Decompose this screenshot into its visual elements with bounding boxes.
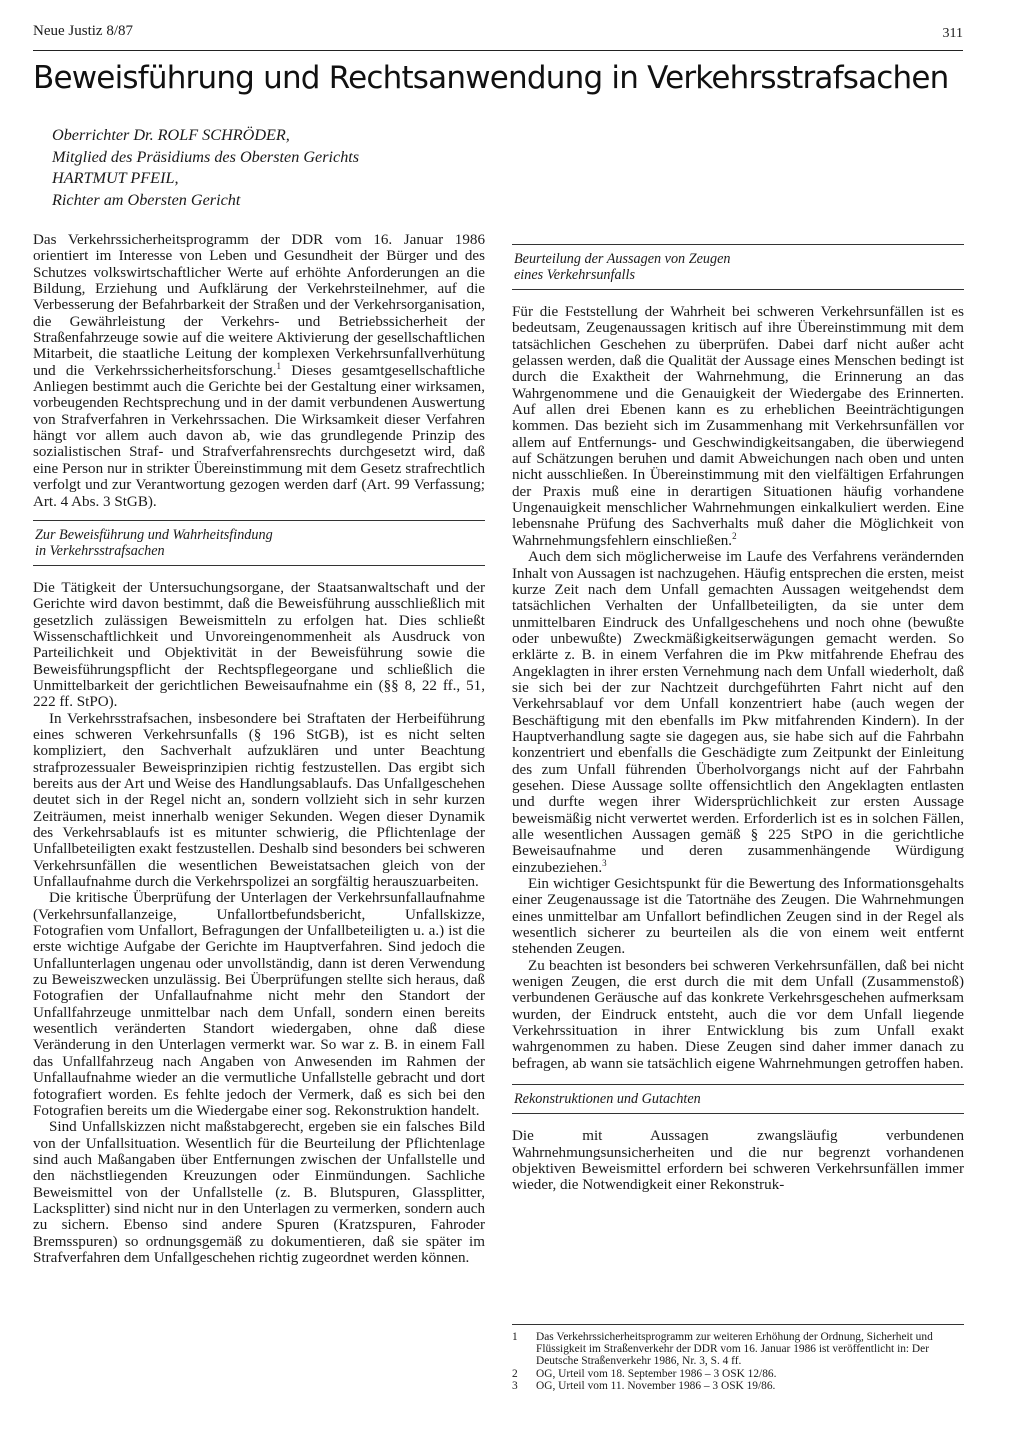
intro-paragraph: Das Verkehrssicherheitsprogramm der DDR vom 16. Januar 1986 orientiert im Interesse von Leben und Gesundheit der Bürger und des Schutzes volkswirtschaftlicher Werte auf erhöhte Anforderungen an die Bildung, Erziehung und Aufklärung der Verkehrsteilnehmer, auf die Verbesserung der Befahrbarkeit der Straßen und der Verkehrsorganisation, die Gewährleistung der Verkehrs- und Betriebssicherheit der Straßenfahrzeuge sowie auf die weitere Aktivierung der gesellschaftlichen Mitarbeit, die staatliche Leitung der komplexen Verkehrsunfallverhütung und die Verkehrssicherheitsforschung.$^1$ Dieses gesamtgesellschaftliche Anliegen bestimmt auch die Gerichte bei der Gestaltung einer wirksamen, vorbeugenden Rechtsprechung und in der damit verbundenen Auswertung von Strafverfahren in Verkehrssachen. Die Wirksamkeit dieser Verfahren hängt vor allem auch davon ab, wie das grundlegende Prinzip des sozialistischen Straf- und Strafverfahrensrechts durchgesetzt wird, daß eine Person nur in strikter Übereinstimmung mit dem Gesetz strafrechtlich verfolgt und zur Verantwortung gezogen werden darf (Art. 99 Verfassung; Art. 4 Abs. 3 StGB). [33,232,485,510]
footnote-3: 3 OG, Urteil vom 11. November 1986 – 3 OSK 19/86. [512,1379,776,1392]
article-title: Beweisführung und Rechtsanwendung in Verkehrsstrafsachen [33,60,949,96]
paragraph: Die mit Aussagen zwangsläufig verbundenen Wahrnehmungsunsicherheiten und die nur begrenzt vorhandenen objektiven Beweismittel erfordern bei schweren Verkehrsunfällen immer wieder, die Notwendigkeit einer Rekonstruk- [512,1128,964,1194]
paragraph: Die Tätigkeit der Untersuchungsorgane, der Staatsanwaltschaft und der Gerichte wird davon bestimmt, daß die Beweisführung ausschließlich mit gesetzlich zulässigen Beweismitteln zu erfolgen hat. Dies schließt Wissenschaftlichkeit und Unvoreingenommenheit als Ausdruck von Parteilichkeit und Objektivität in der Beweisführung sowie die Beweisführungspflicht der Rechtspflegeorgane und schließlich die Unmittelbarkeit der gerichtlichen Beweisaufnahme ein (§§ 8, 22 ff., 51, 222 ff. StPO). [33,579,485,711]
paragraph: Auch dem sich möglicherweise im Laufe des Verfahrens verändernden Inhalt von Aussagen ist nachzugehen. Häufig entsprechen die ersten, meist kurze Zeit nach dem Unfall gemachten Aussagen weitgehendst dem tatsächlichen Verhalten der Unfallbeteiligten, da sie unter dem unmittelbaren Eindruck des Unfallgeschehens und noch ohne (bewußte oder unbewußte) Zweckmäßigkeitserwägungen gemacht werden. So erklärte z. B. in einem Verfahren die im Pkw mitfahrende Ehefrau des Angeklagten in ihrer ersten Vernehmung nach dem Unfall wiederholt, daß sie sich bei der zur Nachtzeit durchgeführten Fahrt nicht auf den Verkehrsablauf vor dem Unfall konzentriert habe (auch wegen der Beschäftigung mit den ebenfalls im Pkw mitfahrenden Kindern). In der Hauptverhandlung sagte sie dagegen aus, sie habe sich auf die Fahrbahn konzentriert und ebenfalls die Geschädigte zum Zeitpunkt der Einleitung des zum Unfall führenden Überholvorgangs nicht auf der Fahrbahn gesehen. Diese Aussage sollte offensichtlich den Angeklagten entlasten und durfte wegen ihrer Widersprüchlichkeit zur ersten Aussage beweismäßig nicht verwertet werden. Erforderlich ist es in solchen Fällen, alle wesentlichen Aussagen gemäß § 225 StPO in die gerichtliche Beweisaufnahme und deren zusammenhängende Würdigung einzubeziehen.$^3$ [512,549,964,876]
paragraph: Für die Feststellung der Wahrheit bei schweren Verkehrsunfällen ist es bedeutsam, Zeugenaussagen kritisch auf ihre Übereinstimmung mit dem tatsächlichen Geschehen zu überprüfen. Dabei darf nicht außer acht gelassen werden, daß die Qualität der Aussage eines Menschen bedingt ist durch die Exaktheit der Wahrnehmung, die Erinnerung an das Wahrgenommene und die Genauigkeit der Wiedergabe des Erinnerten. Auf allen drei Ebenen kann es zu erheblichen Beeinträchtigungen kommen. Das bezieht sich im Zusammenhang mit Verkehrsunfällen vor allem auf Entfernungs- und Geschwindigkeitsangaben, die überwiegend auf Schätzungen beruhen und damit Abweichungen nach oben und unten nicht ausschließen. In Übereinstimmung mit den vielfältigen Erfahrungen der Praxis muß eine in derartigen Situationen häufig vorhandene Ungenauigkeit menschlicher Wahrnehmungen einkalkuliert werden. Eine lebensnahe Prüfung des Sachverhalts muß daher die Möglichkeit von Wahrnehmungsfehlern einschließen.$^2$ [512,304,964,549]
author-2-name: HARTMUT PFEIL, [52,169,179,187]
author-1-name: Oberrichter Dr. ROLF SCHRÖDER, [52,126,290,144]
left-column [33,232,485,1266]
author-1-role: Mitglied des Präsidiums des Obersten Gerichts [52,147,360,166]
paragraph: Zu beachten ist besonders bei schweren Verkehrsunfällen, daß bei nicht wenigen Zeugen, die erst durch die mit dem Unfall (Zusammenstoß) verbundenen Geräusche auf das konkrete Verkehrsgeschehen aufmerksam wurden, der Eindruck entsteht, auch die vor dem Unfall liegende Verkehrssituation in ihrer Entwicklung bis zum Unfall exakt wahrgenommen zu haben. Diese Zeugen sind daher immer danach zu befragen, ab wann sie tatsächlich eigene Wahrnehmungen getroffen haben. [512,957,964,1072]
footnote-1: 1 Das Verkehrssicherheitsprogramm zur weiteren Erhöhung der Ordnung, Sicherheit und Flüssigkeit im Straßenverkehr der DDR vom 16. Januar 1986 ist veröffentlicht in: Der Deutsche Straßenverkehr 1986, Nr. 3, S. 4 ff. [512,1331,933,1368]
author-block [52,125,359,211]
footnote-2: 2 OG, Urteil vom 18. September 1986 – 3 OSK 12/86. [512,1367,777,1380]
page-header [33,20,963,51]
section-heading-witnesses: Beurteilung der Aussagen von Zeugen eines Verkehrsunfalls [512,244,964,290]
footnote-ref-3[interactable]: 3 [602,857,607,868]
journal-issue: Neue Justiz 8/87 [33,23,133,39]
section-heading-evidence: Zur Beweisführung und Wahrheitsfindung in Verkehrsstrafsachen [33,520,485,566]
footnotes [512,1324,964,1392]
paragraph: Die kritische Überprüfung der Unterlagen der Verkehrsunfallaufnahme (Verkehrsunfallanzeige, Unfallortbefundsbericht, Unfallskizze, Fotografien vom Unfallort, Befragungen der Unfallbeteiligten u. a.) ist die erste wichtige Aufgabe der Gerichte im Hauptverfahren. Sind jedoch die Unfallunterlagen ungenau oder unvollständig, dann ist deren Verwendung zu Beweiszwecken unzulässig. Bei Überprüfungen stellte sich heraus, daß Fotografien der Unfallaufnahme nicht mehr den Standort der Unfallfahrzeuge unmittelbar nach dem Unfall, sondern einen bereits wesentlich veränderten Standort wiedergaben, ohne daß diese Veränderung in den Unterlagen vermerkt war. So war z. B. in einem Fall das Unfallfahrzeug nach Angaben von Anwesenden im Rahmen der Unfallaufnahme wieder an die vermutliche Unfallstelle gebracht und dort fotografiert worden. Es fehlte jedoch der Vermerk, daß es sich bei den Fotografien bereits um die Wiedergabe einer sog. Rekonstruktion handelt. [33,890,485,1119]
footnote-ref-1[interactable]: 1 [276,360,282,371]
page-number: 311 [942,26,963,41]
footnote-ref-2[interactable]: 2 [732,530,737,541]
author-2-role: Richter am Obersten Gericht [52,190,241,209]
right-column [512,232,964,1194]
section-heading-reconstructions: Rekonstruktionen und Gutachten [512,1084,964,1114]
paragraph: Ein wichtiger Gesichtspunkt für die Bewertung des Informationsgehalts einer Zeugenaussage ist die Tatortnähe des Zeugen. Die Wahrnehmungen eines unmittelbar am Unfallort befindlichen Zeugen sind in der Regel als wesentlich sicherer zu beurteilen als die von einem weit entfernt stehenden Zeugen. [512,876,964,958]
paragraph: In Verkehrsstrafsachen, insbesondere bei Straftaten der Herbeiführung eines schweren Verkehrsunfalls (§ 196 StGB), ist es nicht selten kompliziert, den Sachverhalt aufzuklären und unter Beachtung strafprozessualer Beweisprinzipien richtig festzustellen. Das ergibt sich bereits aus der Art und Weise des Handlungsablaufs. Das Unfallgeschehen deutet sich in der Regel nicht an, sondern vollzieht sich in sehr kurzen Zeiträumen, meist innerhalb weniger Sekunden. Wegen dieser Dynamik des Verkehrsablaufs ist es mitunter schwierig, die Pflichtenlage der Unfallbeteiligten exakt festzustellen. Deshalb sind besonders bei schweren Verkehrsunfällen die wesentlichen Beweistatsachen gleich von der Unfallaufnahme durch die Verkehrspolizei an sorgfältig herauszuarbeiten. [33,710,485,891]
paragraph: Sind Unfallskizzen nicht maßstabgerecht, ergeben sie ein falsches Bild von der Unfallsituation. Wesentlich für die Beurteilung der Pflichtenlage sind auch Maßangaben über Entfernungen zwischen der Unfallstelle und den nächstliegenden Kreuzungen oder Einmündungen. Sachliche Beweismittel von der Unfallstelle (z. B. Blutspuren, Glassplitter, Lacksplitter) sind nicht nur in den Unterlagen zu vermerken, sondern auch zu sichern. Ebenso sind andere Spuren (Kratzspuren, Fahroder Bremsspuren) so ordnungsgemäß zu dokumentieren, daß sie später im Strafverfahren dem Unfallgeschehen richtig zugeordnet werden können. [33,1119,485,1266]
